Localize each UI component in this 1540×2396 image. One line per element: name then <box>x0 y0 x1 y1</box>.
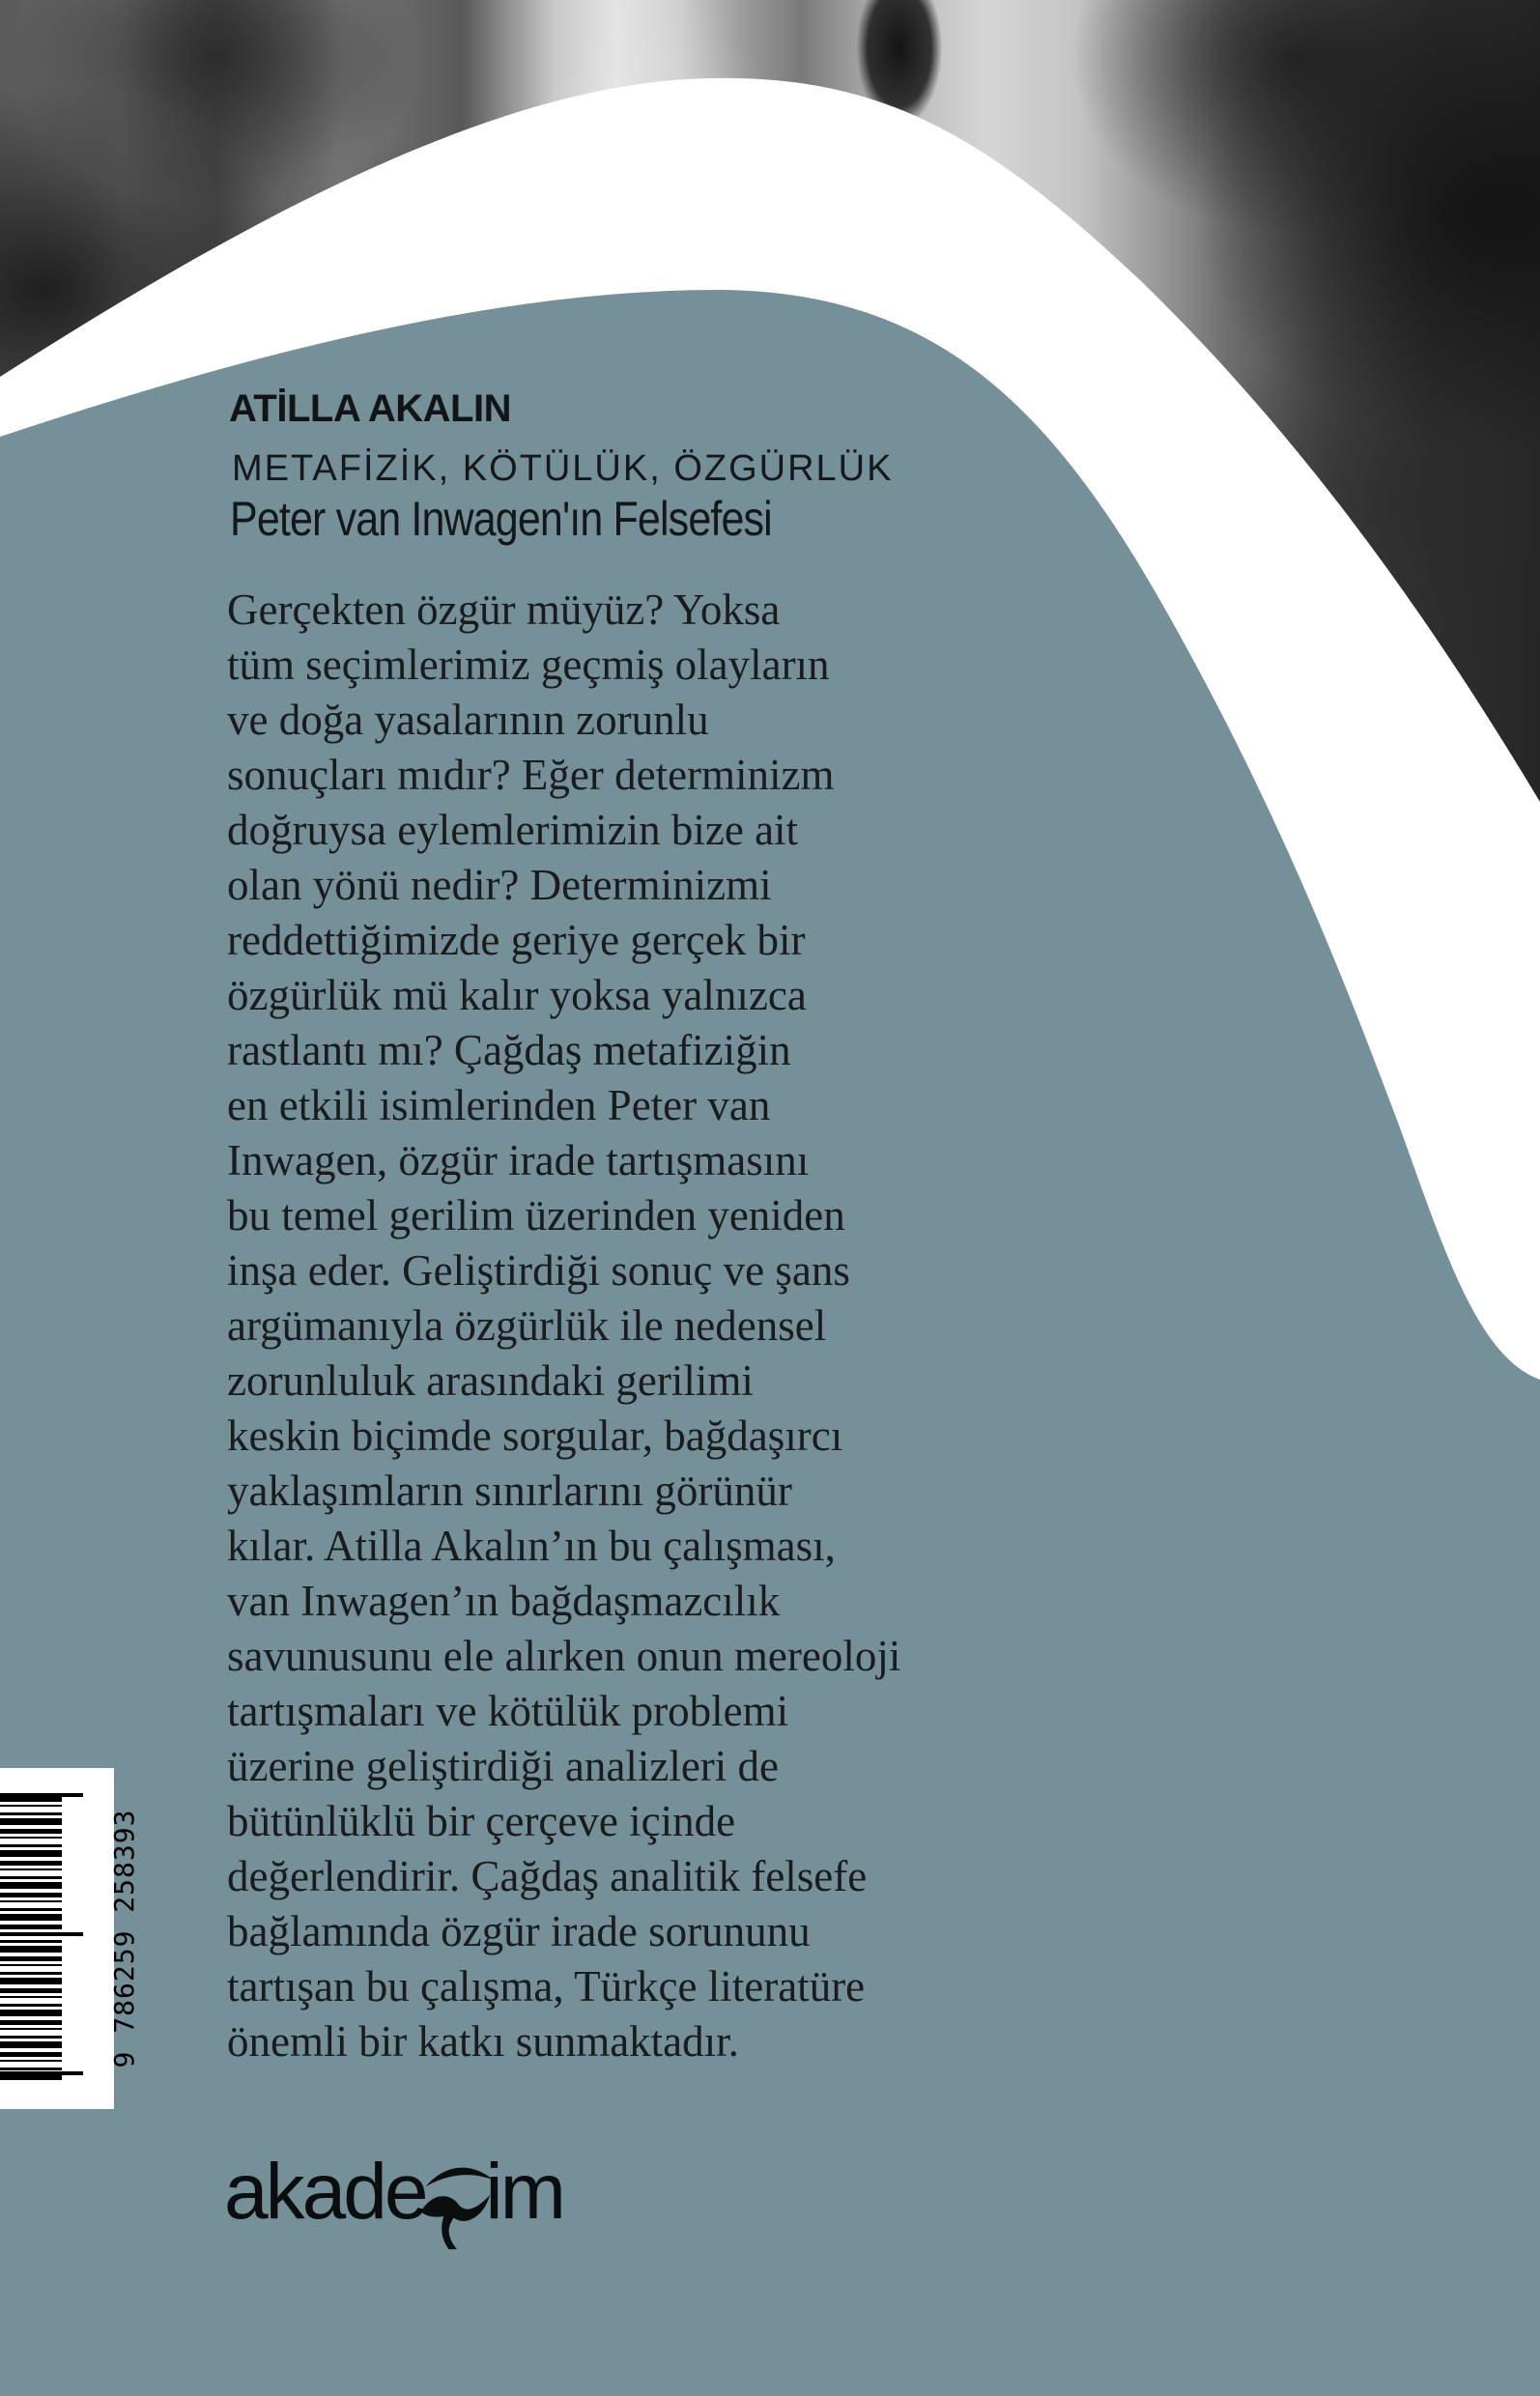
blurb-line: tartışmaları ve kötülük problemi <box>227 1687 789 1735</box>
blurb-line: yaklaşımların sınırlarını görünür <box>227 1467 792 1515</box>
blurb-line: zorunluluk arasındaki gerilimi <box>227 1356 754 1405</box>
blurb-line: önemli bir katkı sunmaktadır. <box>227 2017 739 2066</box>
author-name: ATİLLA AKALIN <box>229 387 511 430</box>
back-cover-blurb <box>227 583 900 2069</box>
blurb-line: argümanıyla özgürlük ile nedensel <box>227 1301 827 1350</box>
blurb-line: olan yönü nedir? Determinizmi <box>227 861 772 909</box>
blurb-line: ve doğa yasalarının zorunlu <box>227 696 709 744</box>
blurb-line: değerlendirir. Çağdaş analitik felsefe <box>227 1852 868 1900</box>
barcode-guard-middle <box>0 1932 83 1945</box>
blurb-line: bütünlüklü bir çerçeve içinde <box>227 1797 736 1845</box>
isbn-number: 9 786259 258393 <box>108 1809 140 2068</box>
blurb-line: keskin biçimde sorgular, bağdaşırcı <box>227 1412 843 1460</box>
blurb-line: rastlantı mı? Çağdaş metafiziğin <box>227 1026 791 1074</box>
blurb-line: Gerçekten özgür müyüz? Yoksa <box>227 585 781 634</box>
blurb-line: özgürlük mü kalır yoksa yalnızca <box>227 971 807 1019</box>
blurb-line: van Inwagen’ın bağdaşmazcılık <box>227 1577 781 1625</box>
blurb-line: kılar. Atilla Akalın’ın bu çalışması, <box>227 1522 836 1570</box>
logo-text-prefix: akade <box>224 2148 426 2236</box>
blurb-line: bu temel gerilim üzerinden yeniden <box>227 1191 845 1240</box>
book-subtitle: Peter van Inwagen'ın Felsefesi <box>230 492 772 546</box>
book-title: METAFİZİK, KÖTÜLÜK, ÖZGÜRLÜK <box>232 448 894 489</box>
blurb-line: tüm seçimlerimiz geçmiş olayların <box>227 641 830 689</box>
blurb-line: bağlamında özgür irade sorununu <box>227 1907 811 1955</box>
blurb-line: sonuçları mıdır? Eğer determinizm <box>227 751 835 799</box>
blurb-line: savunusunu ele alırken onun mereoloji <box>227 1632 901 1680</box>
barcode-guard-bottom <box>0 2071 83 2084</box>
blurb-line: Inwagen, özgür irade tartışmasını <box>227 1136 810 1184</box>
blurb-line: reddettiğimizde geriye gerçek bir <box>227 916 806 964</box>
blurb-line: inşa eder. Geliştirdiği sonuç ve şans <box>227 1246 850 1295</box>
barcode-guard-top <box>0 1793 83 1806</box>
blurb-line: tartışan bu çalışma, Türkçe literatüre <box>227 1962 866 2011</box>
blurb-line: doğruysa eylemlerimizin bize ait <box>227 806 799 854</box>
publisher-logo <box>224 2148 563 2261</box>
barcode <box>0 1768 140 2109</box>
blurb-line: en etkili isimlerinden Peter van <box>227 1081 771 1129</box>
logo-text-suffix: im <box>485 2148 563 2236</box>
blurb-line: üzerine geliştirdiği analizleri de <box>227 1742 780 1790</box>
